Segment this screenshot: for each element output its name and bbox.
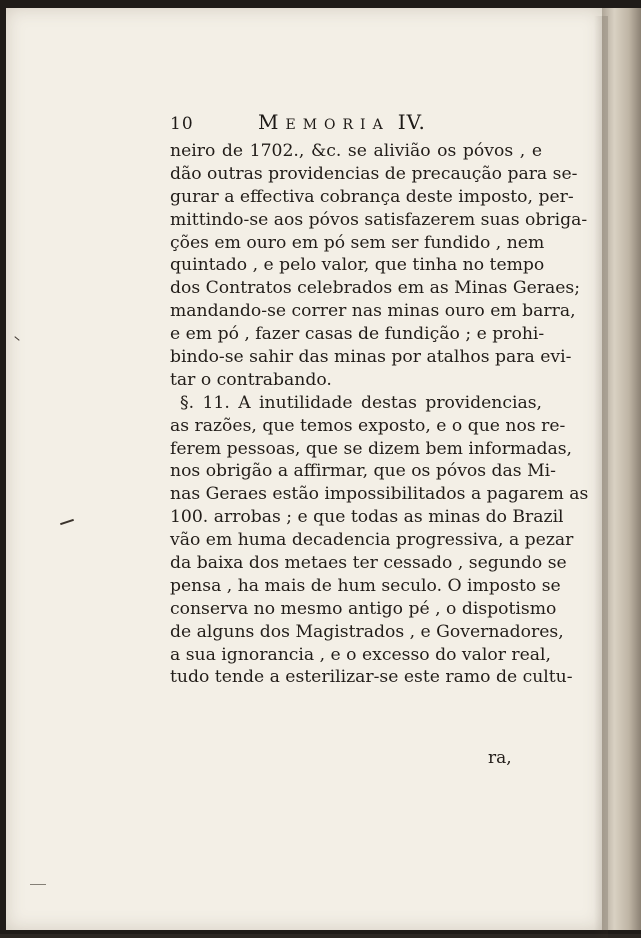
body-text [170, 140, 589, 689]
text-line: a sua ignorancia , e o excesso do valor real, [170, 644, 551, 665]
text-line: nos obrigão a affirmar, que os póvos das Mi- [170, 461, 556, 482]
text-line: ções em ouro em pó sem ser fundido , nem [170, 232, 545, 253]
running-title [258, 110, 426, 134]
text-line: pensa , ha mais de hum seculo. O imposto se [170, 575, 561, 596]
text-line: tudo tende a esterilizar-se este ramo de cultu- [170, 667, 573, 688]
text-line: as razões, que temos exposto, e o que nos re- [170, 415, 566, 436]
text-line: quintado , e pelo valor, que tinha no tempo [170, 255, 545, 276]
text-line: bindo-se sahir das minas por atalhos para evi- [170, 347, 572, 368]
text-line: da baixa dos metaes ter cessado , segundo se [170, 553, 567, 574]
text-line: ferem pessoas, que se dizem bem informadas, [170, 438, 572, 459]
text-line: vão em huma decadencia progressiva, a pezar [170, 530, 574, 551]
text-line: gurar a effectiva cobrança deste imposto, per- [170, 186, 574, 207]
page-header [170, 108, 540, 138]
text-line: dos Contratos celebrados em as Minas Geraes; [170, 278, 580, 299]
text-line: nas Geraes estão impossibilitados a pagarem as [170, 484, 589, 505]
text-line: mandando-se correr nas minas ouro em barra, [170, 301, 576, 322]
text-line: 100. arrobas ; e que todas as minas do Brazil [170, 507, 564, 528]
text-line: e em pó , fazer casas de fundição ; e prohi- [170, 324, 545, 345]
spine-shadow [594, 16, 608, 938]
running-title-text: Memoria [258, 110, 390, 134]
section-heading-line: §. 11. A inutilidade destas providencias, [180, 392, 542, 413]
volume-number: IV. [397, 110, 426, 134]
page-number: 10 [170, 114, 194, 134]
text-line: dão outras providencias de precaução para se- [170, 163, 578, 184]
margin-mark [30, 884, 46, 885]
text-line: de alguns dos Magistrados , e Governadores, [170, 621, 564, 642]
text-line: neiro de 1702., &c. se alivião os póvos , e [170, 141, 542, 161]
text-line: tar o contrabando. [170, 369, 332, 390]
text-line: conserva no mesmo antigo pé , o dispotismo [170, 598, 557, 619]
catchword: ra, [488, 748, 512, 768]
text-line: mittindo-se aos póvos satisfazerem suas obriga- [170, 209, 588, 230]
